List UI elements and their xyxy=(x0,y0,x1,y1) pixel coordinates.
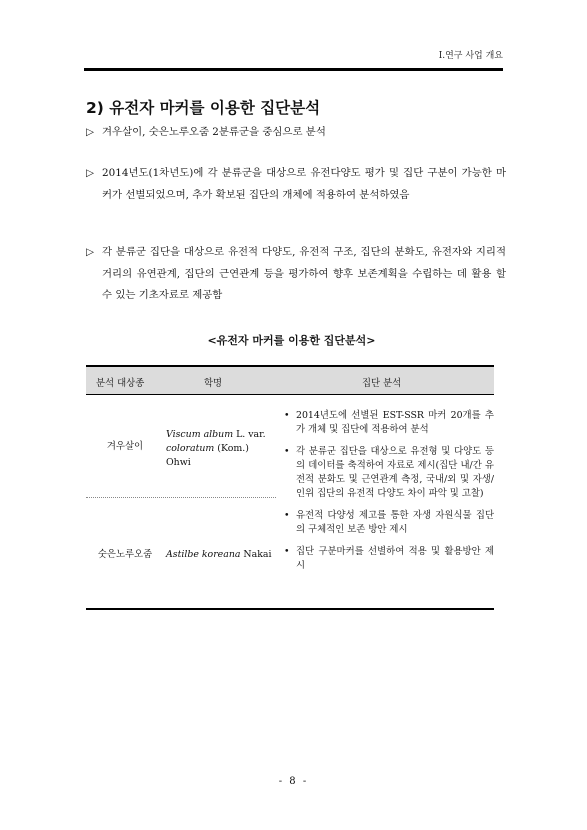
bullet-text: 각 분류군 집단을 대상으로 유전적 다양도, 유전적 구조, 집단의 분화도, 유전자와 지리적 거리의 유연관계, 집단의 근연관계 등을 평가하여 향후 보존계획을 수립하는 데 활용 할 수 있는 기초자료로 제공함 xyxy=(102,246,506,301)
bullet-text: 2014년도(1차년도)에 각 분류군을 대상으로 유전다양도 평가 및 집단 구분이 가능한 마커가 선별되었으며, 추가 확보된 집단의 개체에 적용하여 분석하였음 xyxy=(102,167,506,201)
row-target-species: 숫은노루오줌 xyxy=(97,549,153,560)
header-rule xyxy=(84,68,503,71)
bullet-dot-icon: • xyxy=(284,510,290,521)
triangle-right-icon: ▷ xyxy=(86,126,94,138)
page-number: - 8 - xyxy=(278,776,309,787)
analysis-cell xyxy=(284,409,494,581)
bullet-item xyxy=(86,242,506,307)
row-target-species: 겨우살이 xyxy=(106,441,144,452)
header-target-species: 분석 대상종 xyxy=(96,378,145,389)
header-population-analysis: 집단 분석 xyxy=(362,378,402,389)
list-item: • 각 분류군 집단을 대상으로 유전형 및 다양도 등의 데이터를 축적하여 자료로 제시(집단 내/간 유전적 분화도 및 근연관계 측정, 국내/외 및 자생/인위 집단의 유전적 다양도 차이 파악 및 고찰) xyxy=(284,446,494,499)
list-item: • 2014년도에 선별된 EST-SSR 마커 20개를 추가 개체 및 집단에 적용하여 분석 xyxy=(284,410,494,435)
triangle-right-icon: ▷ xyxy=(86,167,94,179)
header-rule-line xyxy=(86,394,494,395)
bullet-item xyxy=(86,163,506,206)
chapter-header: Ⅰ.연구 사업 개요 xyxy=(438,51,503,61)
bullet-dot-icon: • xyxy=(284,410,290,421)
row-separator xyxy=(86,497,276,498)
row-scientific-name: Astilbe koreana Nakai xyxy=(166,549,272,560)
bullet-dot-icon: • xyxy=(284,446,290,457)
table-bottom-rule xyxy=(86,608,494,610)
header-scientific-name: 학명 xyxy=(204,378,223,389)
triangle-right-icon: ▷ xyxy=(86,246,94,258)
table-header-row xyxy=(86,367,494,394)
bullet-dot-icon: • xyxy=(284,546,290,557)
bullet-item xyxy=(86,122,506,144)
list-item: • 유전적 다양성 제고를 통한 자생 자원식물 집단의 구체적인 보존 방안 제시 xyxy=(284,510,494,535)
list-item: • 집단 구분마커를 선별하여 적용 및 활용방안 제시 xyxy=(284,546,494,571)
bullet-text: 겨우살이, 숫은노루오줌 2분류군을 중심으로 분석 xyxy=(102,126,326,138)
row-scientific-name: Viscum album L. var. coloratum (Kom.) Ohwi xyxy=(166,429,266,468)
section-title: 2) 유전자 마커를 이용한 집단분석 xyxy=(86,99,321,117)
table-caption: <유전자 마커를 이용한 집단분석> xyxy=(207,334,376,347)
